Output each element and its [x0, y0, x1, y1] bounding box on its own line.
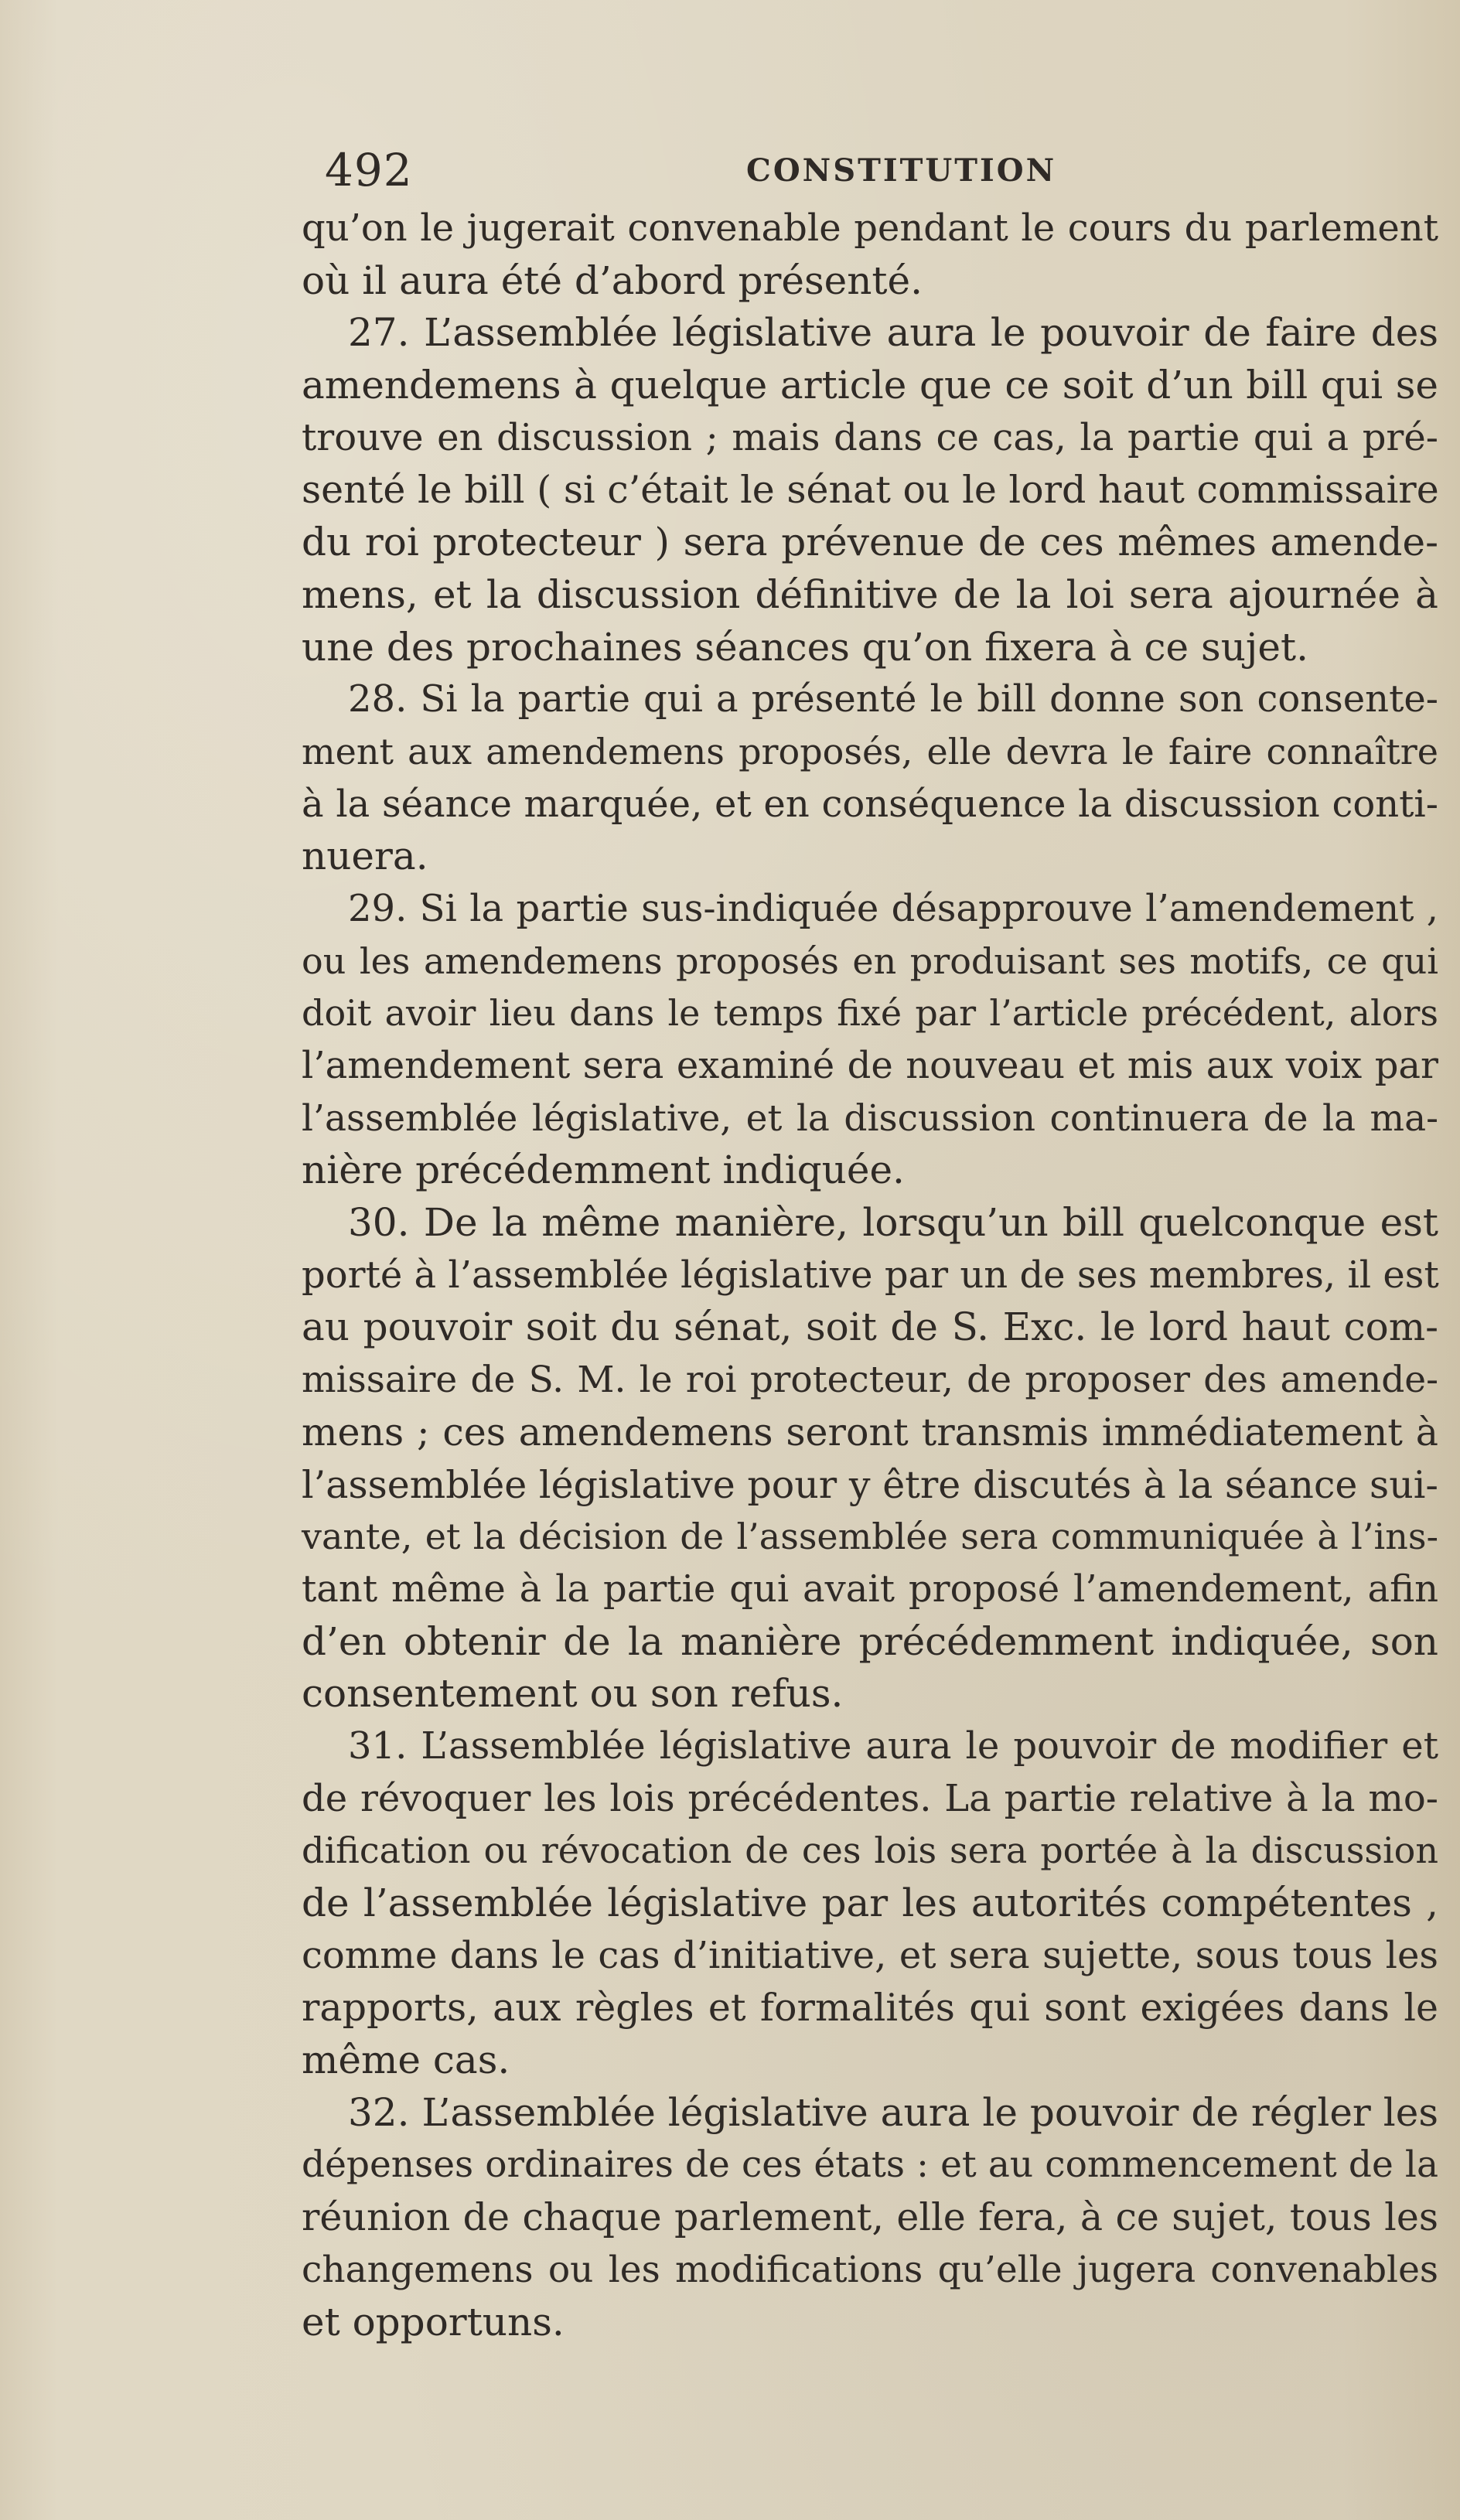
text-line: l’assemblée législative pour y être discutés à la séance sui-: [302, 1462, 1438, 1507]
text-line: de révoquer les lois précédentes. La partie relative à la mo-: [302, 1776, 1438, 1820]
text-line: l’amendement sera examiné de nouveau et mis aux voix par: [302, 1044, 1438, 1087]
text-line: doit avoir lieu dans le temps fixé par l’article précédent, alors: [302, 992, 1438, 1035]
text-line: changemens ou les modifications qu’elle jugera convenables: [302, 2248, 1438, 2291]
text-line: 30. De la même manière, lorsqu’un bill quelconque est: [348, 1200, 1438, 1246]
body-text: [302, 203, 1438, 2348]
text-line: tant même à la partie qui avait proposé l’amendement, afin: [302, 1567, 1438, 1611]
text-line: nière précédemment indiquée.: [302, 1147, 905, 1193]
text-line: dification ou révocation de ces lois sera portée à la discussion: [302, 1829, 1438, 1872]
page-header: [302, 143, 1330, 197]
page-number: 492: [325, 144, 413, 196]
text-line: senté le bill ( si c’était le sénat ou le lord haut commissaire: [302, 468, 1439, 513]
text-line: 31. L’assemblée législative aura le pouvoir de modifier et: [348, 1724, 1438, 1768]
text-line: mens, et la discussion définitive de la loi sera ajournée à: [302, 571, 1438, 617]
text-line: consentement ou son refus.: [302, 1671, 844, 1717]
text-line: rapports, aux règles et formalités qui sont exigées dans le: [302, 1986, 1438, 2031]
text-line: à la séance marquée, et en conséquence la discussion conti-: [302, 782, 1438, 826]
text-line: 29. Si la partie sus-indiquée désapprouve l’amendement ,: [348, 886, 1438, 930]
text-line: au pouvoir soit du sénat, soit de S. Exc. le lord haut com-: [302, 1304, 1438, 1350]
text-line: dépenses ordinaires de ces états : et au commencement de la: [302, 2143, 1438, 2187]
text-line: mens ; ces amendemens seront transmis immédiatement à: [302, 1410, 1438, 1454]
text-line: même cas.: [302, 2037, 510, 2083]
text-line: d’en obtenir de la manière précédemment indiquée, son: [302, 1618, 1438, 1664]
text-line: de l’assemblée législative par les autorités compétentes ,: [302, 1881, 1438, 1925]
text-line: 32. L’assemblée législative aura le pouvoir de régler les: [348, 2089, 1438, 2135]
text-line: qu’on le jugerait convenable pendant le cours du parlement: [302, 206, 1438, 250]
text-line: trouve en discussion ; mais dans ce cas, la partie qui a pré-: [302, 415, 1438, 459]
text-line: l’assemblée législative, et la discussion continuera de la ma-: [302, 1096, 1438, 1140]
text-line: où il aura été d’abord présenté.: [302, 257, 923, 303]
running-title: CONSTITUTION: [746, 152, 1057, 189]
text-line: comme dans le cas d’initiative, et sera sujette, sous tous les: [302, 1933, 1438, 1977]
text-line: réunion de chaque parlement, elle fera, à ce sujet, tous les: [302, 2195, 1438, 2240]
text-line: missaire de S. M. le roi protecteur, de proposer des amende-: [302, 1359, 1438, 1402]
text-line: porté à l’assemblée législative par un de ses membres, il est: [302, 1253, 1439, 1297]
text-line: 28. Si la partie qui a présenté le bill donne son consente-: [348, 677, 1438, 721]
text-line: du roi protecteur ) sera prévenue de ces mêmes amende-: [302, 520, 1438, 565]
text-line: ment aux amendemens proposés, elle devra le faire connaître: [302, 730, 1438, 772]
text-line: ou les amendemens proposés en produisant ses motifs, ce qui: [302, 939, 1438, 982]
text-line: une des prochaines séances qu’on fixera à ce sujet.: [302, 624, 1308, 670]
text-line: nuera.: [302, 834, 428, 879]
text-line: et opportuns.: [302, 2299, 565, 2344]
text-line: vante, et la décision de l’assemblée sera communiquée à l’ins-: [302, 1516, 1438, 1558]
text-line: amendemens à quelque article que ce soit d’un bill qui se: [302, 363, 1438, 408]
text-line: 27. L’assemblée législative aura le pouvoir de faire des: [348, 310, 1438, 356]
